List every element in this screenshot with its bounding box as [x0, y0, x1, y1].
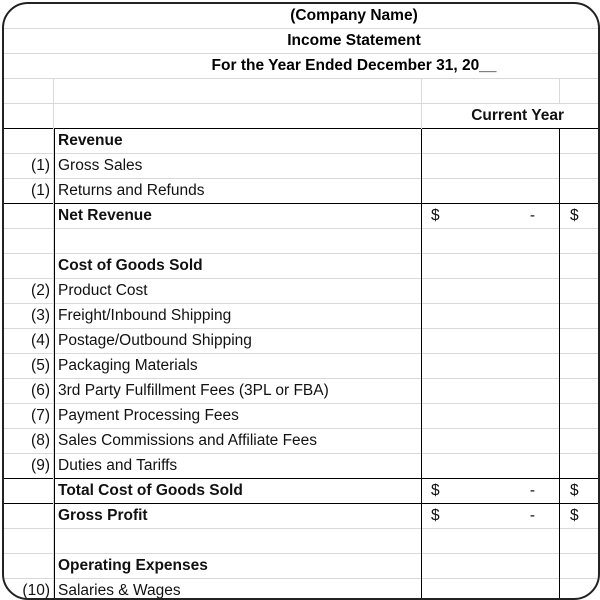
row-duties [4, 454, 600, 479]
currency-symbol: $ [570, 207, 579, 224]
row-salaries [4, 579, 600, 600]
zero-dash: - [529, 507, 535, 524]
line-number-cell[interactable]: (1) [4, 179, 54, 204]
currency-symbol: $ [431, 207, 440, 224]
amount-cell-next[interactable] [560, 404, 600, 429]
row-gross-sales [4, 154, 600, 179]
line-number-cell[interactable]: (4) [4, 329, 54, 354]
amount-cell-next[interactable] [560, 179, 600, 204]
line-label-gross-profit[interactable]: Gross Profit [54, 504, 422, 529]
line-label-duties[interactable]: Duties and Tariffs [54, 454, 422, 479]
line-label-fulfillment[interactable]: 3rd Party Fulfillment Fees (3PL or FBA) [54, 379, 422, 404]
amount-cell-next[interactable] [560, 304, 600, 329]
cell[interactable] [422, 79, 560, 104]
amount-cell-next[interactable] [560, 479, 600, 504]
currency-symbol: $ [570, 507, 579, 524]
row-returns [4, 179, 600, 204]
line-number-cell[interactable] [4, 479, 54, 504]
line-label-salaries[interactable]: Salaries & Wages [54, 579, 422, 600]
line-number-cell[interactable] [4, 129, 54, 154]
line-label-commissions[interactable]: Sales Commissions and Affiliate Fees [54, 429, 422, 454]
amount-cell[interactable] [422, 354, 560, 379]
line-label-payment-processing[interactable]: Payment Processing Fees [54, 404, 422, 429]
amount-cell-next[interactable] [560, 129, 600, 154]
line-label-packaging[interactable]: Packaging Materials [54, 354, 422, 379]
row-freight [4, 304, 600, 329]
line-label-net-revenue[interactable]: Net Revenue [54, 204, 422, 229]
title-row-company [4, 4, 600, 29]
amount-cell[interactable] [422, 329, 560, 354]
amount-cell[interactable] [422, 454, 560, 479]
section-heading-revenue[interactable]: Revenue [54, 129, 422, 154]
line-number-cell[interactable]: (2) [4, 279, 54, 304]
line-number-cell[interactable] [4, 554, 54, 579]
spreadsheet-frame [2, 2, 600, 600]
cell[interactable] [54, 529, 422, 554]
line-number-cell[interactable]: (9) [4, 454, 54, 479]
amount-cell-net-revenue[interactable] [422, 204, 560, 229]
amount-cell[interactable] [422, 579, 560, 600]
currency-symbol: $ [431, 507, 440, 524]
line-number-cell[interactable]: (1) [4, 154, 54, 179]
amount-cell-next[interactable] [560, 229, 600, 254]
amount-cell-next[interactable] [560, 154, 600, 179]
cell[interactable] [54, 104, 422, 129]
amount-cell[interactable] [422, 379, 560, 404]
row-net-revenue [4, 204, 600, 229]
amount-cell-next[interactable] [560, 504, 600, 529]
line-label-freight[interactable]: Freight/Inbound Shipping [54, 304, 422, 329]
cell[interactable] [560, 79, 600, 104]
line-label-returns[interactable]: Returns and Refunds [54, 179, 422, 204]
zero-dash: - [529, 207, 535, 224]
row-packaging [4, 354, 600, 379]
amount-cell-next[interactable] [560, 204, 600, 229]
statement-title-cell[interactable]: Income Statement [287, 32, 421, 49]
amount-cell-next[interactable] [560, 254, 600, 279]
amount-cell-next[interactable] [560, 329, 600, 354]
amount-cell-next[interactable] [560, 279, 600, 304]
cell[interactable] [560, 104, 600, 129]
row-payment-processing [4, 404, 600, 429]
title-row-period [4, 54, 600, 79]
spreadsheet-grid [4, 4, 600, 600]
amount-cell[interactable] [422, 154, 560, 179]
line-number-cell[interactable]: (6) [4, 379, 54, 404]
amount-cell[interactable] [422, 229, 560, 254]
amount-cell-next[interactable] [560, 579, 600, 600]
line-number-cell[interactable] [4, 529, 54, 554]
currency-symbol: $ [431, 482, 440, 499]
empty-row [4, 79, 600, 104]
period-cell[interactable]: For the Year Ended December 31, 20__ [211, 57, 497, 74]
line-number-cell[interactable] [4, 229, 54, 254]
amount-cell[interactable] [422, 304, 560, 329]
line-number-cell[interactable]: (7) [4, 404, 54, 429]
row-fulfillment [4, 379, 600, 404]
line-number-cell[interactable]: (3) [4, 304, 54, 329]
current-year-header[interactable]: Current Year [471, 107, 564, 124]
amount-cell-total-cogs[interactable] [422, 479, 560, 504]
company-name-cell[interactable]: (Company Name) [290, 7, 418, 24]
row-commissions [4, 429, 600, 454]
currency-symbol: $ [570, 482, 579, 499]
zero-dash: - [529, 482, 535, 499]
section-heading-opex[interactable]: Operating Expenses [54, 554, 422, 579]
amount-cell-gross-profit[interactable] [422, 504, 560, 529]
amount-cell[interactable] [422, 529, 560, 554]
row-cogs-heading [4, 254, 600, 279]
amount-cell[interactable] [422, 129, 560, 154]
amount-cell-next[interactable] [560, 529, 600, 554]
line-number-cell[interactable] [4, 204, 54, 229]
section-heading-cogs[interactable]: Cost of Goods Sold [54, 254, 422, 279]
amount-cell-next[interactable] [560, 554, 600, 579]
row-blank [4, 229, 600, 254]
line-number-cell[interactable]: (5) [4, 354, 54, 379]
cell[interactable] [4, 104, 54, 129]
column-header-row [4, 104, 600, 129]
cell[interactable] [54, 229, 422, 254]
amount-cell[interactable] [422, 404, 560, 429]
line-number-cell[interactable] [4, 504, 54, 529]
line-label-product-cost[interactable]: Product Cost [54, 279, 422, 304]
row-total-cogs [4, 479, 600, 504]
row-product-cost [4, 279, 600, 304]
row-opex-heading [4, 554, 600, 579]
row-blank [4, 529, 600, 554]
line-label-total-cogs[interactable]: Total Cost of Goods Sold [54, 479, 422, 504]
amount-cell[interactable] [422, 279, 560, 304]
amount-cell[interactable] [422, 254, 560, 279]
amount-cell[interactable] [422, 554, 560, 579]
line-number-cell[interactable] [4, 254, 54, 279]
amount-cell-next[interactable] [560, 429, 600, 454]
line-number-cell[interactable]: (8) [4, 429, 54, 454]
cell[interactable] [54, 79, 422, 104]
amount-cell[interactable] [422, 429, 560, 454]
row-revenue-heading [4, 129, 600, 154]
amount-cell-next[interactable] [560, 354, 600, 379]
amount-cell-next[interactable] [560, 454, 600, 479]
line-number-cell[interactable]: (10) [4, 579, 54, 600]
line-label-postage[interactable]: Postage/Outbound Shipping [54, 329, 422, 354]
amount-cell[interactable] [422, 179, 560, 204]
line-label-gross-sales[interactable]: Gross Sales [54, 154, 422, 179]
row-gross-profit [4, 504, 600, 529]
cell[interactable] [4, 79, 54, 104]
row-postage [4, 329, 600, 354]
title-row-statement [4, 29, 600, 54]
amount-cell-next[interactable] [560, 379, 600, 404]
